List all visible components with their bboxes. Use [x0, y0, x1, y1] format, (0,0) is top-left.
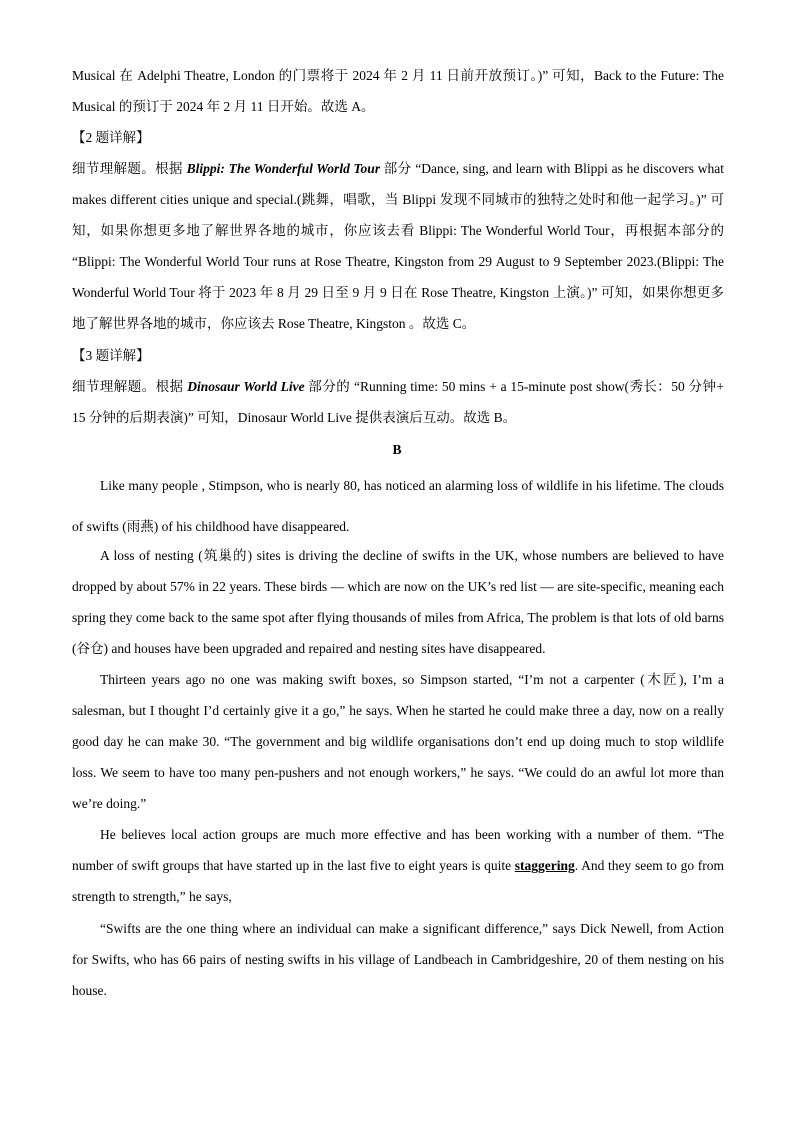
q2-heading: 【2 题详解】	[72, 130, 150, 145]
passage-paragraph-3: Thirteen years ago no one was making swift boxes, so Simpson started, “I’m not a carpenter (木匠), I’m a salesman, but I thought I’d certainly give it a go,” he says. When he started he could make three a day, now on a really good day he can make 30. “The government and big wildlife organisations don’t end up doing much to stop wildlife loss. We seem to have too many pen-pushers and not enough workers,” he says. “We could do an awful lot more than we’re doing.”	[72, 672, 724, 811]
q3-section-title: Dinosaur World Live	[187, 379, 305, 394]
q3-explanation	[72, 371, 724, 433]
q2-post: 部分 “Dance, sing, and learn with Blippi as he discovers what makes different cities unique and special.(跳舞，唱歌，当 Blippi 发现不同城市的独特之处时和他一起学习。)” 可知，如果你想更多地了解世界各地的城市，你应该去看 Blippi: The Wonderful World Tour，再根据本部分的 “Blippi: The Wonderful World Tour runs at Rose Theatre, Kingston from 29 August to 9 September 2023.(Blippi: The Wonderful World Tour 将于 2023 年 8 月 29 日至 9 月 9 日在 Rose Theatre, Kingston 上演。)” 可知，如果你想更多地了解世界各地的城市，你应该去 Rose Theatre, Kingston 。故选 C。	[72, 161, 725, 331]
q3-pre: 细节理解题。根据	[72, 379, 188, 394]
vocab-word-staggering: staggering	[514, 858, 575, 873]
q2-section-title: Blippi: The Wonderful World Tour	[186, 161, 381, 176]
passage-paragraph-2: A loss of nesting (筑巢的) sites is driving the decline of swifts in the UK, whose numbers are believed to have dropped by about 57% in 22 years. These birds — which are now on the UK’s red list — are site-specific, meaning each spring they come back to the same spot after flying thousands of miles from Africa, The problem is that lots of old barns (谷仓) and houses have been upgraded and repaired and nesting sites have disappeared.	[72, 548, 724, 656]
passage-paragraph-4	[72, 819, 724, 912]
q2-explanation	[72, 153, 724, 339]
p4-pre: He believes local action groups are much more effective and has been working with a number of them. “The number of swift groups that have started up in the last five to eight years is quite	[72, 827, 724, 873]
q3-heading: 【3 题详解】	[72, 348, 150, 363]
p4-post: . And they seem to go from strength to strength,” he says,	[72, 858, 724, 904]
q2-pre: 细节理解题。根据	[72, 161, 187, 176]
q1-explanation-continued: Musical 在 Adelphi Theatre, London 的门票将于 2024 年 2 月 11 日前开放预订。)” 可知，Back to the Future: The Musical 的预订于 2024 年 2 月 11 日开始。故选 A。	[72, 68, 724, 114]
passage-paragraph-5: “Swifts are the one thing where an individual can make a significant difference,” says Dick Newell, from Action for Swifts, who has 66 pairs of nesting swifts in his village of Landbeach in Cambridgeshire, 20 of them nesting on his house.	[72, 921, 724, 998]
section-b-label: B	[392, 442, 402, 457]
passage-paragraph-1: Like many people , Stimpson, who is nearly 80, has noticed an alarming loss of wildlife in his lifetime. The clouds of swifts (雨燕) of his childhood have disappeared.	[72, 478, 724, 534]
q3-post: 部分的 “Running time: 50 mins + a 15-minute post show(秀长：50 分钟+ 15 分钟的后期表演)” 可知，Dinosaur World Live 提供表演后互动。故选 B。	[72, 379, 724, 425]
